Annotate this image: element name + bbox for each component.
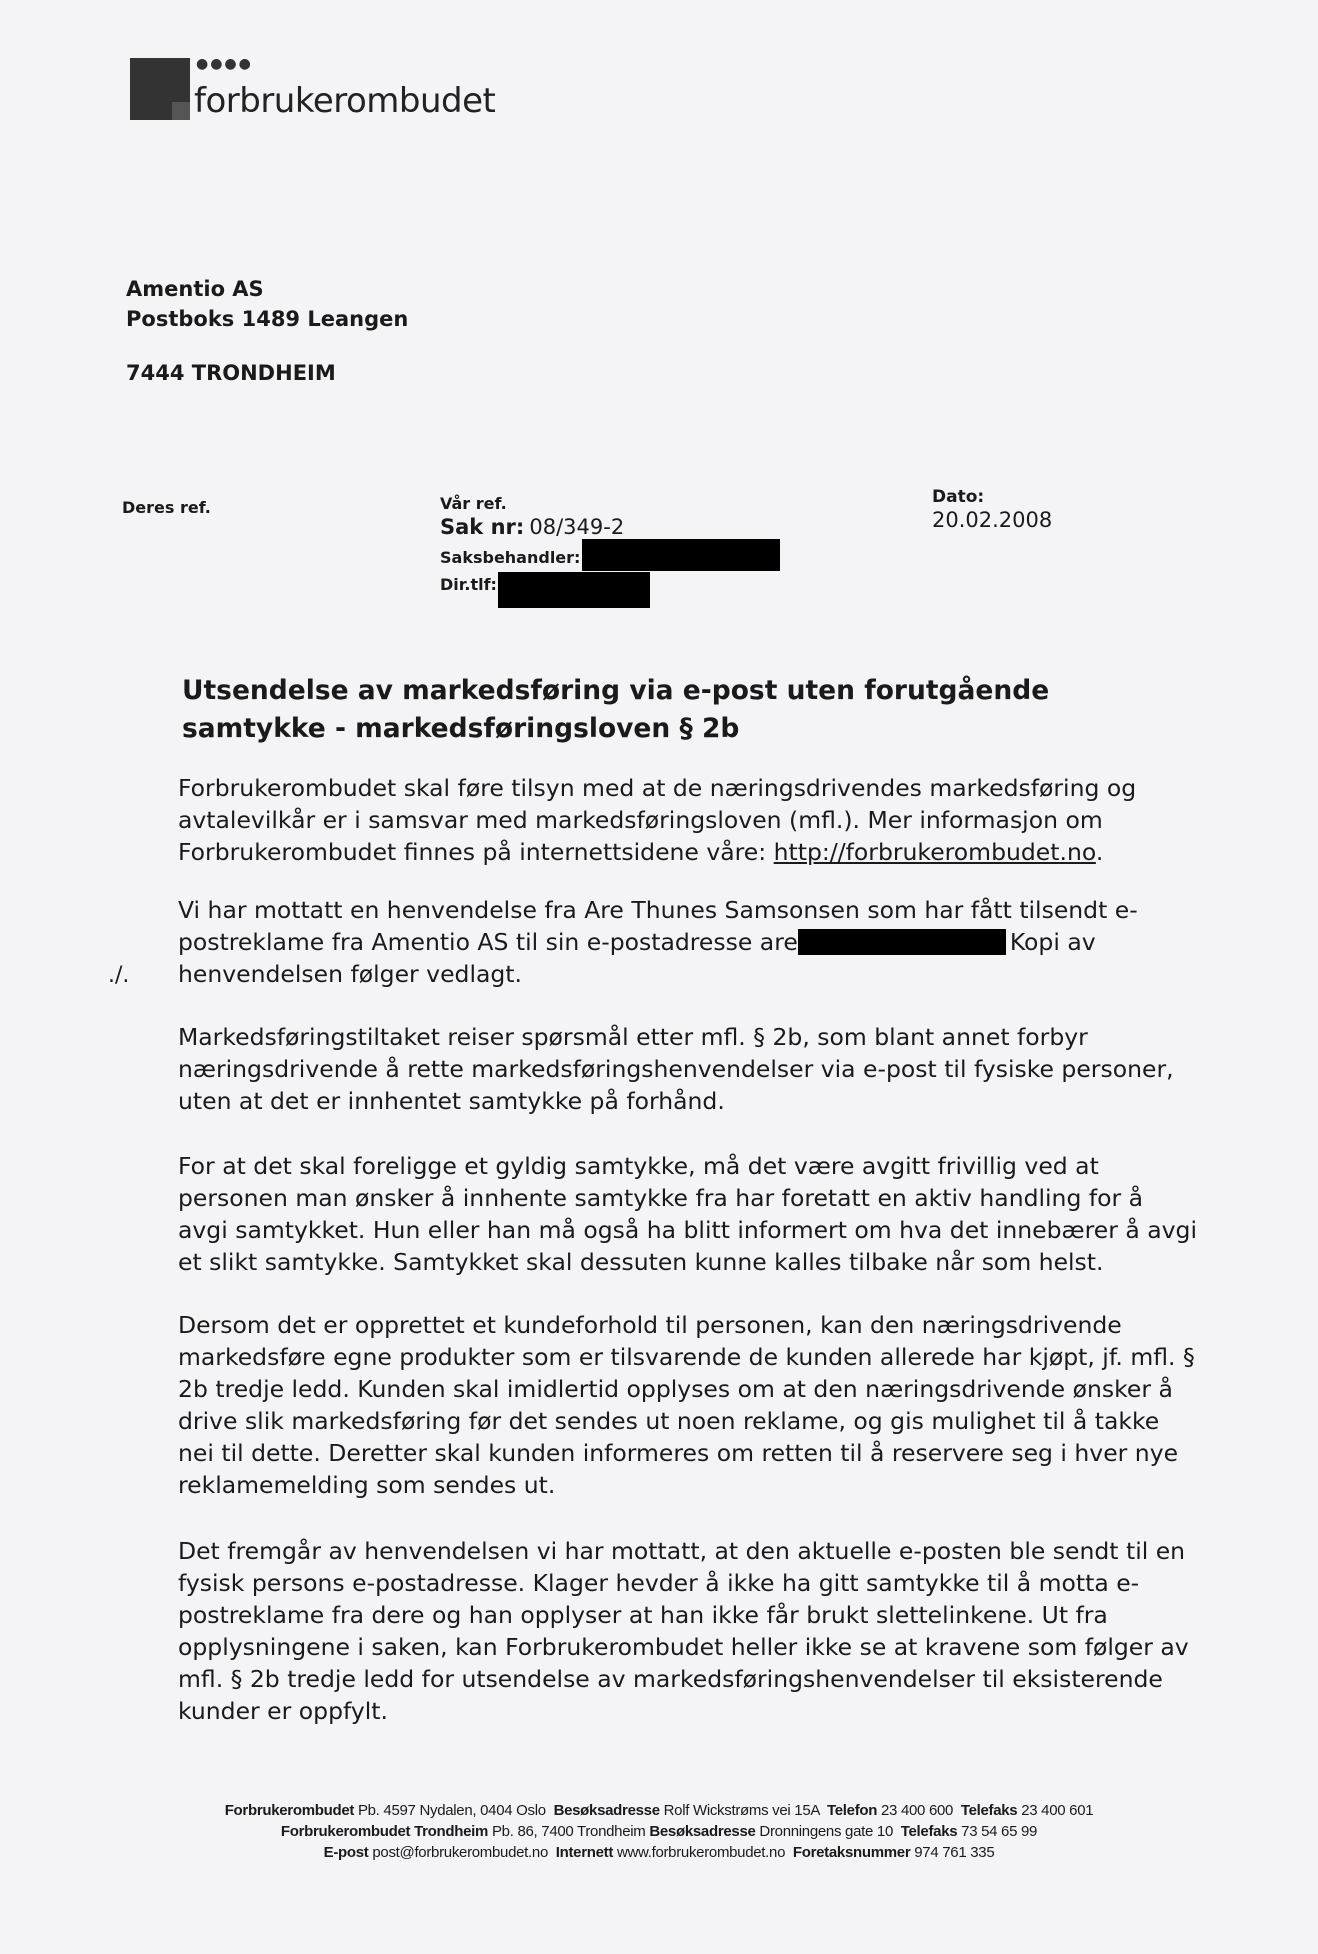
sak-nr	[440, 515, 624, 539]
recipient-address	[126, 274, 408, 388]
website-link[interactable]: http://forbrukerombudet.no	[773, 838, 1096, 866]
footer-fax: 23 400 601	[1021, 1802, 1094, 1819]
paragraph-3: Markedsføringstiltaket reiser spørsmål etter mfl. § 2b, som blant annet forbyr næringsdrivende å rette markedsføringshenvendelser via e-post til fysiske personer, uten at det er innhentet samtykke på forhånd.	[178, 1023, 1174, 1115]
redaction-email	[798, 929, 1006, 955]
footer-fax-label: Telefaks	[960, 1802, 1018, 1819]
paragraph-1-text: Forbrukerombudet skal føre tilsyn med at de næringsdrivendes markedsføring og avtalevilkår er i samsvar med markedsføringsloven (mfl.). Mer informasjon om Forbrukerombudet finnes på internettsidene våre:	[178, 774, 1137, 866]
paragraph-4: For at det skal foreligge et gyldig samtykke, må det være avgitt frivillig ved at personen man ønsker å innhente samtykke fra har foretatt en aktiv handling for å avgi samtykket. Hun eller han må også ha blitt informert om hva det innebærer å avgi et slikt samtykke. Samtykket skal dessuten kunne kalles tilbake når som helst.	[178, 1152, 1197, 1276]
footer-postal-trondheim: Pb. 86, 7400 Trondheim	[491, 1823, 646, 1840]
footer-email-label: E-post	[323, 1844, 369, 1861]
deres-ref-label: Deres ref.	[122, 498, 211, 517]
footer-web[interactable]: www.forbrukerombudet.no	[616, 1844, 786, 1861]
redaction-dirtlf	[498, 572, 650, 608]
footer-fax-label-trondheim: Telefaks	[900, 1823, 958, 1840]
letterhead-logo	[130, 58, 495, 120]
sak-label: Sak nr:	[440, 515, 525, 539]
paragraph-2-a: Vi har mottatt en henvendelse fra Are Thunes Samsonsen som har fått tilsendt e-postreklame fra Amentio AS til sin e-postadresse are	[178, 896, 1138, 956]
recipient-name: Amentio AS	[126, 277, 264, 301]
org-name: forbrukerombudet	[194, 81, 496, 121]
footer-org: Forbrukerombudet	[224, 1802, 355, 1819]
recipient-street: Postboks 1489 Leangen	[126, 307, 409, 331]
footer-email[interactable]: post@forbrukerombudet.no	[372, 1844, 548, 1861]
attachment-mark: ./.	[108, 963, 130, 988]
footer-line-2	[0, 1821, 1318, 1842]
paragraph-2-b: Kopi av henvendelsen følger vedlagt.	[178, 928, 1096, 988]
footer-visit-label-trondheim: Besøksadresse	[649, 1823, 756, 1840]
paragraph-6: Det fremgår av henvendelsen vi har mottatt, at den aktuelle e-posten ble sendt til en fysisk persons e-postadresse. Klager hevder å ikke ha gitt samtykke til å motta e-postreklame fra dere og han opplyser at han ikke får brukt slettelinkene. Ut fra opplysningene i saken, kan Forbrukerombudet heller ikke se at kravene som følger av mfl. § 2b tredje ledd for utsendelse av markedsføringshenvendelser til eksisterende kunder er oppfylt.	[178, 1537, 1189, 1725]
dirtlf-label: Dir.tlf:	[440, 575, 497, 594]
footer-fax-trondheim: 73 54 65 99	[961, 1823, 1038, 1840]
redaction-saksbehandler	[582, 539, 780, 571]
footer-orgnr: 974 761 335	[914, 1844, 995, 1861]
paragraph-2	[178, 894, 1138, 990]
recipient-city: 7444 TRONDHEIM	[126, 361, 336, 385]
letter-footer	[0, 1800, 1318, 1863]
footer-postal: Pb. 4597 Nydalen, 0404 Oslo	[357, 1802, 546, 1819]
var-ref-label: Vår ref.	[440, 494, 507, 513]
letter-title: Utsendelse av markedsføring via e-post uten forutgående samtykke - markedsføringsloven § 2b	[182, 675, 1050, 744]
footer-visit-label: Besøksadresse	[553, 1802, 660, 1819]
logo-dots: ●●●●	[196, 56, 253, 72]
footer-visit: Rolf Wickstrøms vei 15A	[663, 1802, 820, 1819]
paragraph-1-end: .	[1095, 838, 1104, 866]
logo-square-icon	[130, 58, 190, 120]
paragraph-5: Dersom det er opprettet et kundeforhold til personen, kan den næringsdrivende markedsføre egne produkter som er tilsvarende de kunden allerede har kjøpt, jf. mfl. § 2b tredje ledd. Kunden skal imidlertid opplyses om at den næringsdrivende ønsker å drive slik markedsføring før det sendes ut noen reklame, og gis mulighet til å takke nei til dette. Deretter skal kunden informeres om retten til å reservere seg i hver nye reklamemelding som sendes ut.	[178, 1311, 1195, 1499]
footer-visit-trondheim: Dronningens gate 10	[759, 1823, 893, 1840]
footer-web-label: Internett	[555, 1844, 614, 1861]
footer-line-1	[0, 1800, 1318, 1821]
dato-label: Dato:	[932, 487, 985, 507]
footer-phone: 23 400 600	[881, 1802, 954, 1819]
footer-org-trondheim: Forbrukerombudet Trondheim	[280, 1823, 489, 1840]
paragraph-1	[178, 772, 1188, 868]
dato-value: 20.02.2008	[932, 508, 1053, 532]
sak-value: 08/349-2	[529, 515, 625, 539]
footer-orgnr-label: Foretaksnummer	[792, 1844, 911, 1861]
footer-line-3	[0, 1842, 1318, 1863]
footer-phone-label: Telefon	[827, 1802, 878, 1819]
saksbehandler-label: Saksbehandler:	[440, 548, 581, 567]
